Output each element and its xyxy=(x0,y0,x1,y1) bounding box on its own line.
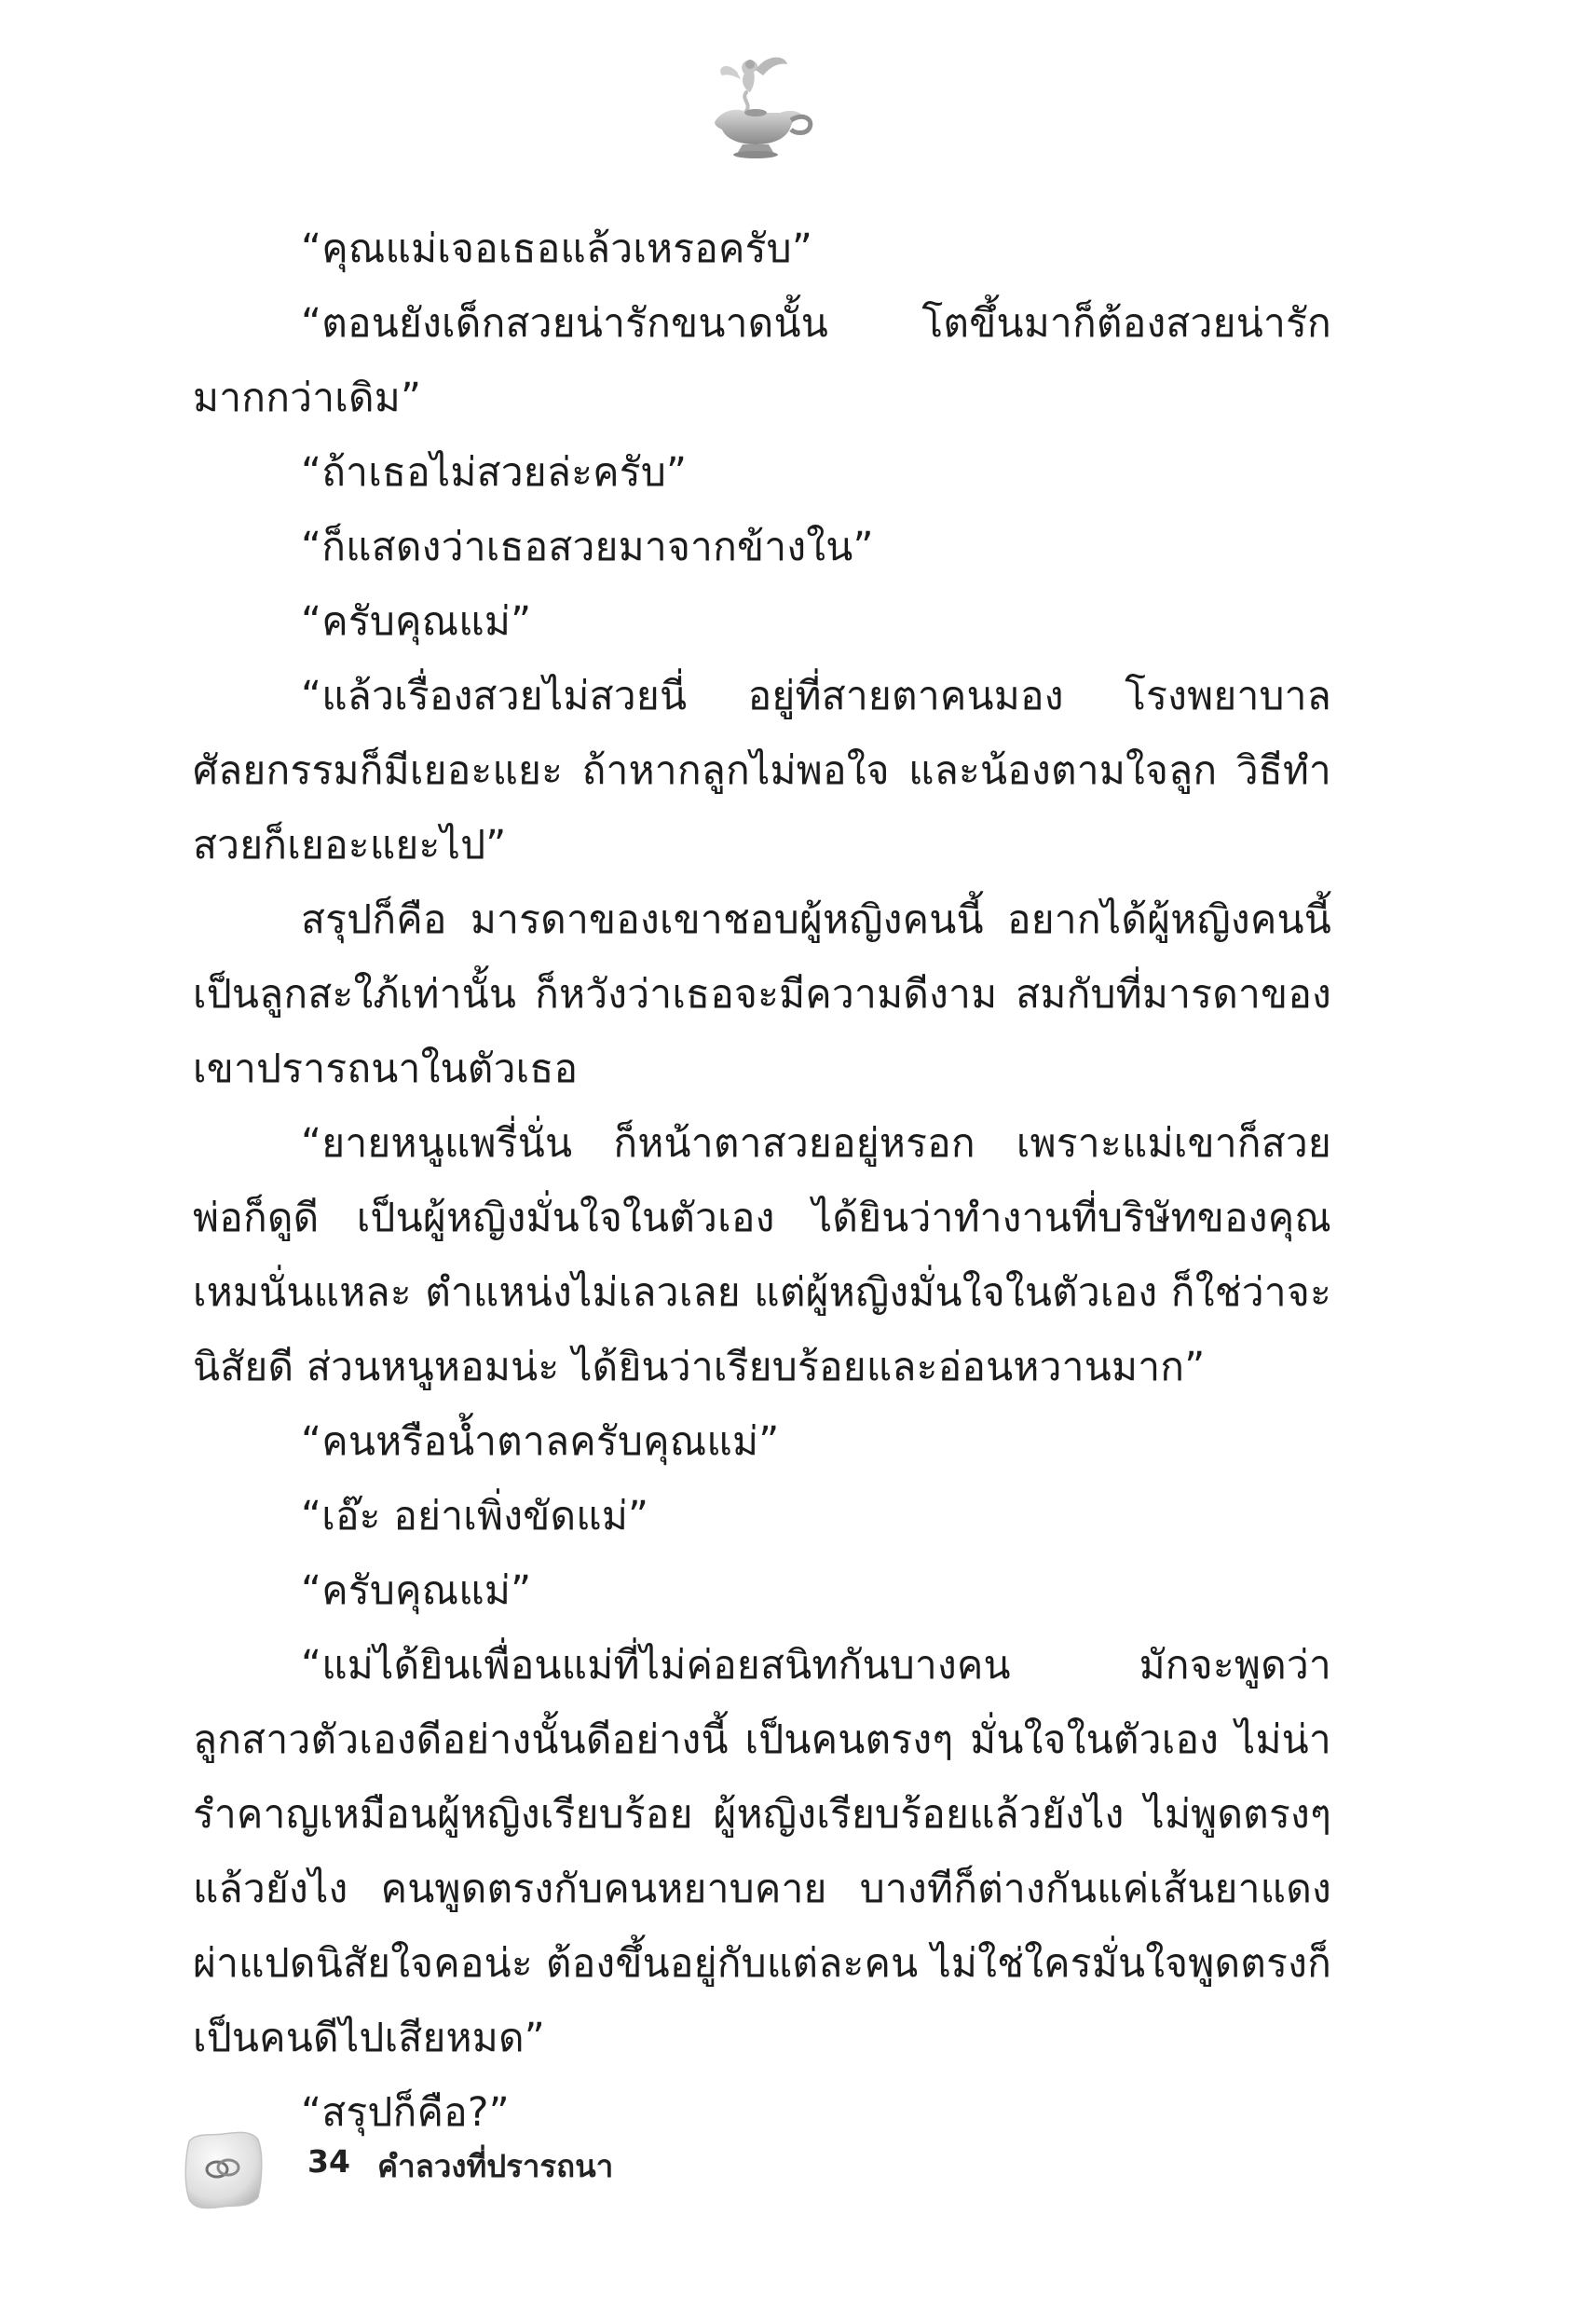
genie-lamp-icon xyxy=(694,51,825,163)
paragraph: “แม่ได้ยินเพื่อนแม่ที่ไม่ค่อยสนิทกันบางคน มักจะพูดว่าลูกสาวตัวเองดีอย่างนั้นดีอย่างนี้ เป็นคนตรงๆ มั่นใจในตัวเอง ไม่น่ารำคาญเหมือนผู้หญิงเรียบร้อย ผู้หญิงเรียบร้อยแล้วยังไง ไม่พูดตรงๆ แล้วยังไง คนพูดตรงกับคนหยาบคาย บางทีก็ต่างกันแค่เส้นยาแดงผ่าแปดนิสัยใจคอน่ะ ต้องขึ้นอยู่กับแต่ละคน ไม่ใช่ใครมั่นใจพูดตรงก็เป็นคนดีไปเสียหมด” xyxy=(193,1643,1331,2061)
paragraph: “ถ้าเธอไม่สวยล่ะครับ” xyxy=(301,450,688,496)
paragraph: “เอ๊ะ อย่าเพิ่งขัดแม่” xyxy=(301,1494,649,1539)
page-number: 34 xyxy=(307,2143,350,2180)
rings-cushion-icon xyxy=(184,2126,264,2212)
paragraph: “ก็แสดงว่าเธอสวยมาจากข้างใน” xyxy=(301,525,874,570)
paragraph: “คุณแม่เจอเธอแล้วเหรอครับ” xyxy=(301,226,813,272)
paragraph: “ยายหนูแพรี่นั่น ก็หน้าตาสวยอยู่หรอก เพราะแม่เขาก็สวย พ่อก็ดูดี เป็นผู้หญิงมั่นใจในตัวเอง ได้ยินว่าทำงานที่บริษัทของคุณเหมนั่นแหละ ตำแหน่งไม่เลวเลย แต่ผู้หญิงมั่นใจในตัวเอง ก็ใช่ว่าจะนิสัยดี ส่วนหนูหอมน่ะ ได้ยินว่าเรียบร้อยและอ่อนหวานมาก” xyxy=(193,1121,1331,1390)
paragraph: “สรุปก็คือ?” xyxy=(301,2090,510,2136)
book-title: คำลวงที่ปรารถนา xyxy=(377,2148,614,2184)
paragraph: “คนหรือน้ำตาลครับคุณแม่” xyxy=(301,1419,780,1465)
paragraph: “แล้วเรื่องสวยไม่สวยนี่ อยู่ที่สายตาคนมอง โรงพยาบาลศัลยกรรมก็มีเยอะแยะ ถ้าหากลูกไม่พอใจ และน้องตามใจลูก วิธีทำสวยก็เยอะแยะไป” xyxy=(193,674,1331,868)
paragraph: สรุปก็คือ มารดาของเขาชอบผู้หญิงคนนี้ อยากได้ผู้หญิงคนนี้เป็นลูกสะใภ้เท่านั้น ก็หวังว่าเธอจะมีความดีงาม สมกับที่มารดาของเขาปรารถนาในตัวเธอ xyxy=(193,897,1331,1092)
paragraph: “ตอนยังเด็กสวยน่ารักขนาดนั้น โตขึ้นมาก็ต้องสวยน่ารักมากกว่าเดิม” xyxy=(193,301,1331,421)
paragraph: “ครับคุณแม่” xyxy=(301,1568,532,1614)
paragraph: “ครับคุณแม่” xyxy=(301,599,532,645)
body-text xyxy=(193,212,1331,2151)
